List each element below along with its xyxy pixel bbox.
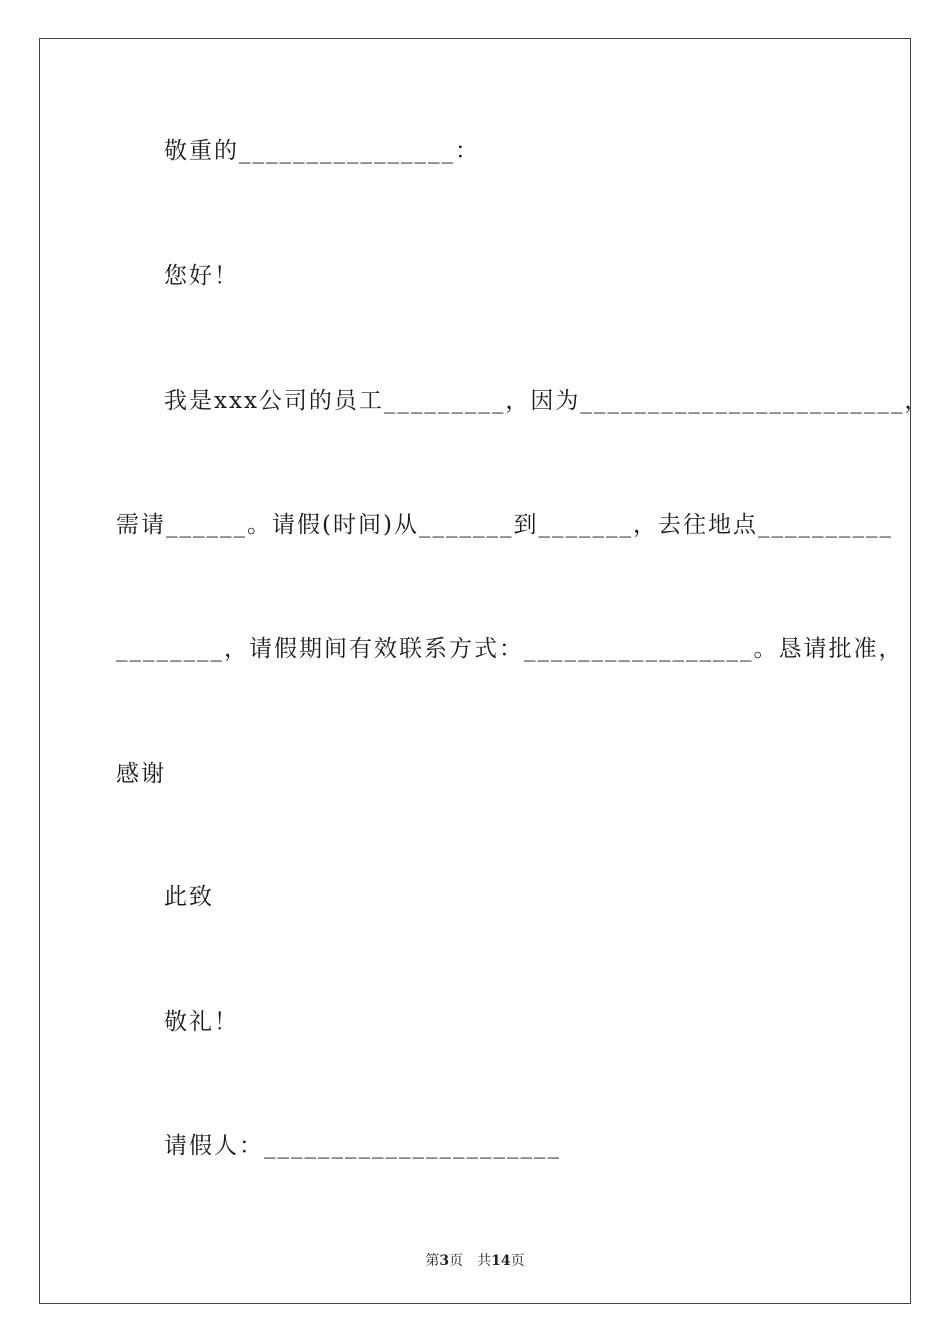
page-footer bbox=[0, 1250, 950, 1270]
body-line-1: 我是xxx公司的员工_________，因为________________________， bbox=[164, 388, 930, 414]
greeting-line: 您好！ bbox=[164, 263, 239, 289]
body-line-3: ________，请假期间有效联系方式：_________________。恳请批准， bbox=[116, 636, 904, 662]
body-line-4: 感谢 bbox=[116, 761, 166, 787]
signature-line: 请假人：______________________ bbox=[164, 1133, 561, 1159]
footer-page-number: 3 bbox=[439, 1253, 450, 1269]
closing-line-1: 此致 bbox=[164, 884, 214, 910]
page-border bbox=[39, 38, 911, 1304]
footer-total-pages: 14 bbox=[491, 1253, 511, 1269]
footer-page-pre: 第 bbox=[425, 1253, 440, 1269]
body-line-2: 需请______。请假(时间)从_______到_______，去往地点__________ bbox=[116, 512, 893, 538]
footer-page-post: 页 bbox=[510, 1253, 525, 1269]
footer-page-mid: 页 共 bbox=[449, 1253, 492, 1269]
salutation-line: 敬重的________________： bbox=[164, 138, 480, 164]
closing-line-2: 敬礼！ bbox=[164, 1009, 239, 1035]
